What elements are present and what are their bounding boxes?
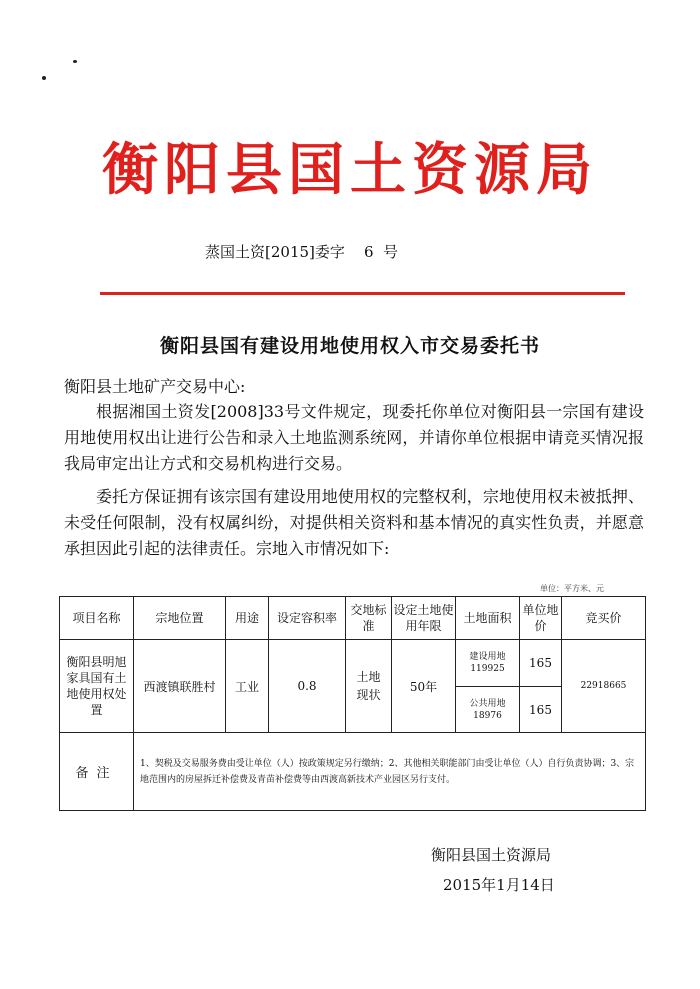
signature-org: 衡阳县国土资源局 — [431, 846, 552, 864]
table-header-row — [60, 597, 646, 640]
cell-item: 衡阳县明旭家具国有土地使用权处置 — [60, 640, 134, 733]
scan-speck — [73, 60, 77, 63]
remarks-text: 1、契税及交易服务费由受让单位（人）按政策规定另行缴纳；2、其他相关职能部门由受让单位（人）自行负责协调；3、宗地范围内的房屋拆迁补偿费及青苗补偿费等由西渡高新技术产业园区另行支付。 — [134, 733, 646, 811]
header-term: 设定土地使用年限 — [392, 597, 456, 640]
unit-note: 单位：平方米、元 — [540, 584, 604, 593]
paragraph-2: 委托方保证拥有该宗国有建设用地使用权的完整权利，宗地使用权未被抵押、未受任何限制，没有权属纠纷，对提供相关资料和基本情况的真实性负责，并愿意承担因此引起的法律责任。宗地入市情况如下: — [64, 487, 644, 558]
cell-price-public: 165 — [520, 687, 562, 733]
header-use: 用途 — [226, 597, 269, 640]
cell-use: 工业 — [226, 640, 269, 733]
paragraph-1: 根据湘国土资发[2008]33号文件规定，现委托你单位对衡阳县一宗国有建设用地使用权出让进行公告和录入土地监测系统网，并请你单位根据申请竞买情况报我局审定出让方式和交易机构进行交易。 — [64, 402, 644, 473]
scan-speck — [42, 76, 46, 80]
header-plot-ratio: 设定容积率 — [269, 597, 346, 640]
header-delivery: 交地标准 — [346, 597, 392, 640]
cell-price-construction: 165 — [520, 640, 562, 687]
header-item: 项目名称 — [60, 597, 134, 640]
table-row — [60, 640, 646, 687]
header-bid-price: 竞买价 — [562, 597, 646, 640]
doc-number: 蒸国土资[2015]委字 6 号 — [205, 243, 399, 261]
land-info-table — [59, 596, 646, 811]
document-title: 衡阳县国有建设用地使用权入市交易委托书 — [159, 335, 540, 357]
remarks-row — [60, 733, 646, 811]
red-rule — [100, 292, 625, 295]
header-area: 土地面积 — [456, 597, 520, 640]
cell-delivery: 土地现状 — [346, 640, 392, 733]
cell-bid-price: 22918665 — [562, 640, 646, 733]
cell-plot-ratio: 0.8 — [269, 640, 346, 733]
cell-area-construction: 建设用地119925 — [456, 640, 520, 687]
org-title: 衡阳县国土资源局 — [102, 137, 598, 203]
cell-term: 50年 — [392, 640, 456, 733]
remarks-label: 备注 — [60, 733, 134, 811]
cell-location: 西渡镇联胜村 — [134, 640, 226, 733]
cell-area-public: 公共用地18976 — [456, 687, 520, 733]
addressee: 衡阳县土地矿产交易中心: — [64, 377, 246, 396]
header-location: 宗地位置 — [134, 597, 226, 640]
header-unit-price: 单位地价 — [520, 597, 562, 640]
signature-date: 2015年1月14日 — [443, 876, 555, 894]
